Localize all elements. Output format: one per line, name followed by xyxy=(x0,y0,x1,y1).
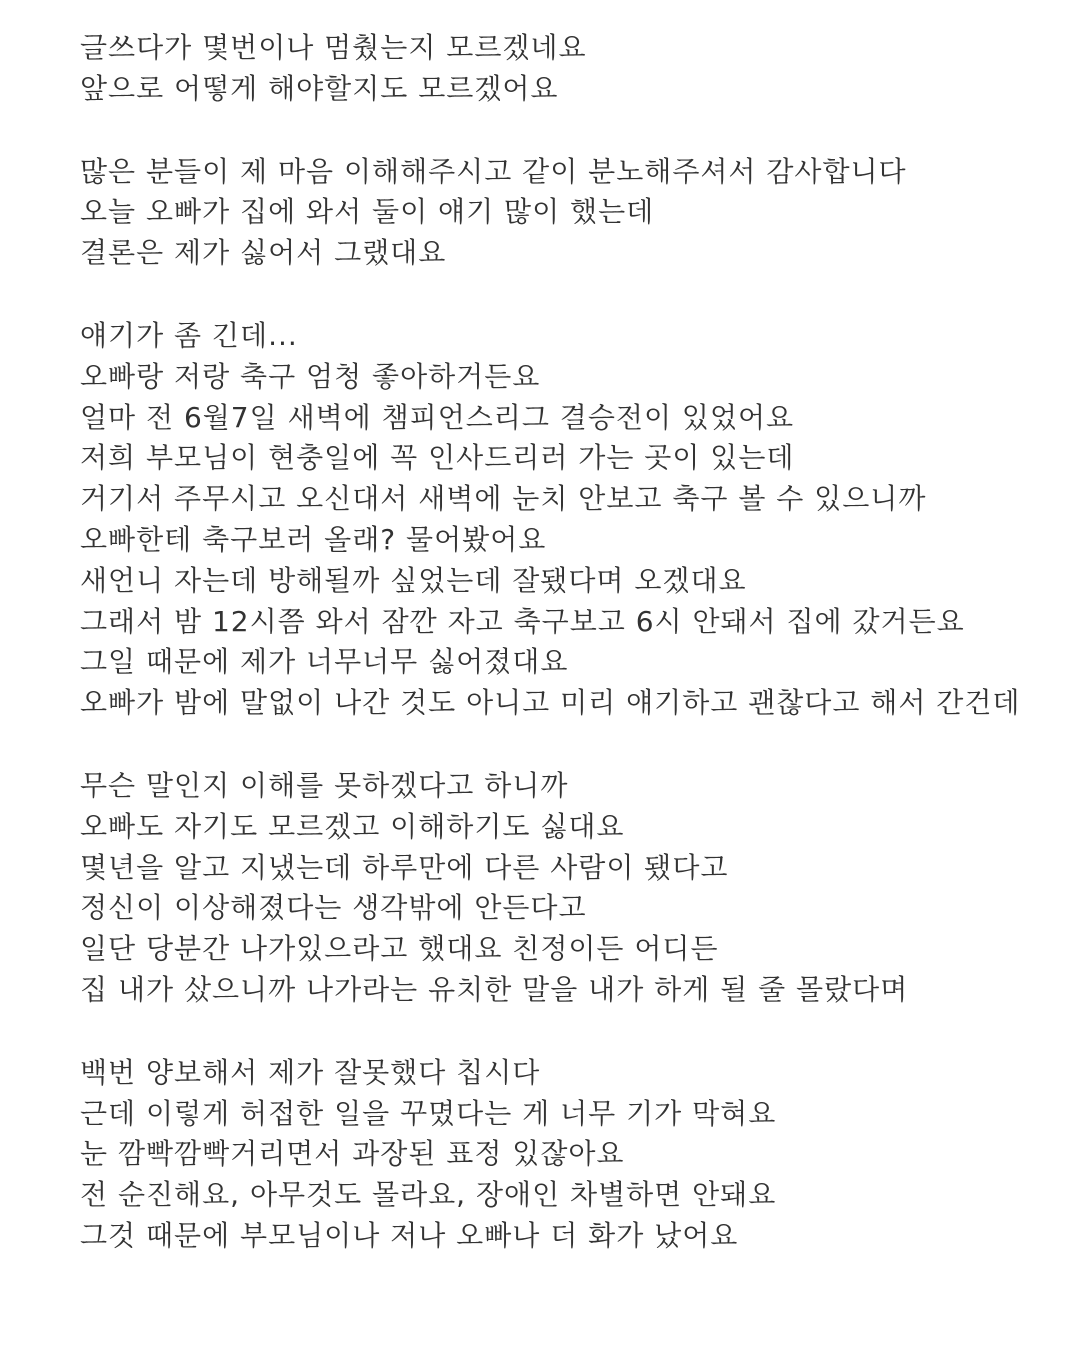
text-line: 결론은 제가 싫어서 그랬대요 xyxy=(80,236,447,270)
text-line: 집 내가 샀으니까 나가라는 유치한 말을 내가 하게 될 줄 몰랐다며 xyxy=(80,972,909,1006)
paragraph-5 xyxy=(80,1053,1060,1257)
text-line: 오빠랑 저랑 축구 엄청 좋아하거든요 xyxy=(80,359,541,393)
text-line: 일단 당분간 나가있으라고 했대요 친정이든 어디든 xyxy=(80,932,719,966)
text-line: 전 순진해요, 아무것도 몰라요, 장애인 차별하면 안돼요 xyxy=(80,1178,777,1212)
text-line: 눈 깜빡깜빡거리면서 과장된 표정 있잖아요 xyxy=(80,1137,625,1171)
text-line: 그것 때문에 부모님이나 저나 오빠나 더 화가 났어요 xyxy=(80,1218,739,1252)
text-line: 글쓰다가 몇번이나 멈췄는지 모르겠네요 xyxy=(80,31,587,64)
text-line: 그일 때문에 제가 너무너무 싫어졌대요 xyxy=(80,645,569,679)
text-line: 앞으로 어떻게 해야할지도 모르겠어요 xyxy=(80,71,559,105)
text-line: 거기서 주무시고 오신대서 새벽에 눈치 안보고 축구 볼 수 있으니까 xyxy=(80,482,927,516)
text-line: 얘기가 좀 긴데... xyxy=(80,318,298,352)
text-line: 오빠가 밤에 말없이 나간 것도 아니고 미리 얘기하고 괜찮다고 해서 간건데 xyxy=(80,686,1021,720)
text-line: 정신이 이상해졌다는 생각밖에 안든다고 xyxy=(80,891,587,925)
text-line: 오늘 오빠가 집에 와서 둘이 얘기 많이 했는데 xyxy=(80,195,655,229)
text-line: 그래서 밤 12시쯤 와서 잠깐 자고 축구보고 6시 안돼서 집에 갔거든요 xyxy=(80,604,965,638)
text-line: 근데 이렇게 허접한 일을 꾸몄다는 게 너무 기가 막혀요 xyxy=(80,1096,777,1130)
paragraph-4 xyxy=(80,766,1060,1011)
text-line: 새언니 자는데 방해될까 싶었는데 잘됐다며 오겠대요 xyxy=(80,563,747,597)
text-line: 백번 양보해서 제가 잘못했다 칩시다 xyxy=(80,1055,541,1089)
paragraph-2 xyxy=(80,152,1060,274)
paragraph-3 xyxy=(80,316,1060,724)
text-line: 많은 분들이 제 마음 이해해주시고 같이 분노해주셔서 감사합니다 xyxy=(80,154,907,188)
post-body xyxy=(80,28,1060,1257)
text-line: 오빠도 자기도 모르겠고 이해하기도 싫대요 xyxy=(80,809,625,843)
text-line: 저희 부모님이 현충일에 꼭 인사드리러 가는 곳이 있는데 xyxy=(80,441,795,475)
text-line: 얼마 전 6월7일 새벽에 챔피언스리그 결승전이 있었어요 xyxy=(80,400,795,434)
paragraph-1 xyxy=(80,28,1060,110)
text-line: 무슨 말인지 이해를 못하겠다고 하니까 xyxy=(80,768,569,802)
text-line: 오빠한테 축구보러 올래? 물어봤어요 xyxy=(80,522,547,556)
text-line: 몇년을 알고 지냈는데 하루만에 다른 사람이 됐다고 xyxy=(80,850,729,884)
